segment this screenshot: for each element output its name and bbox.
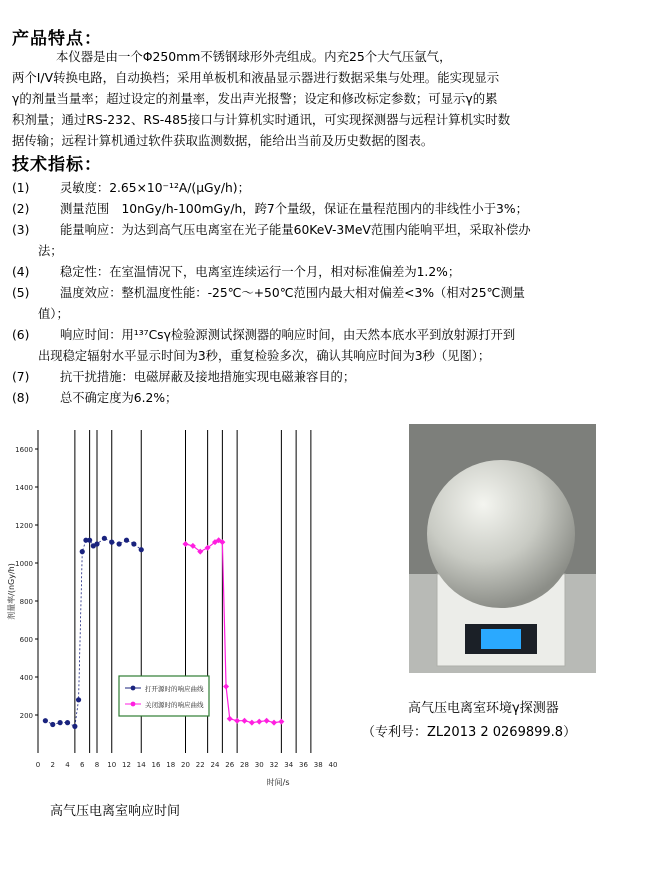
detector-illustration (409, 424, 596, 673)
y-tick-label: 600 (19, 636, 33, 644)
spec-item-8 (12, 388, 657, 409)
legend-box (119, 676, 209, 716)
chart-caption: 高气压电离室响应时间 (50, 804, 181, 819)
spec-text-cont: 法； (38, 244, 63, 258)
patent-number: （专利号：ZL2013 2 0269899.8） (362, 725, 577, 740)
x-tick-label: 16 (151, 761, 161, 769)
data-point (117, 541, 122, 546)
data-point (76, 697, 81, 702)
spec-num: (1) (12, 181, 30, 195)
spec-num: (3) (12, 223, 30, 237)
response-time-chart (8, 418, 353, 798)
data-point (72, 724, 77, 729)
legend-marker (131, 686, 136, 691)
spec-item-6 (12, 325, 657, 367)
legend-marker (131, 702, 136, 707)
data-point (102, 536, 107, 541)
data-point (80, 549, 85, 554)
spec-item-1 (12, 178, 657, 199)
specs-heading: 技术指标： (12, 155, 102, 175)
data-point (242, 718, 248, 724)
data-point (94, 541, 99, 546)
x-tick-label: 40 (328, 761, 338, 769)
x-tick-label: 8 (94, 761, 100, 769)
spec-text-cont: 值）； (38, 307, 69, 321)
data-point (183, 541, 189, 547)
spec-text: 抗干扰措施：电磁屏蔽及接地措施实现电磁兼容目的； (60, 370, 356, 384)
spec-num: (4) (12, 265, 30, 279)
spec-text-cont: 出现稳定辐射水平显示时间为3秒，重复检验多次，确认其响应时间为3秒（见图）； (38, 349, 491, 363)
x-tick-label: 22 (195, 761, 205, 769)
x-tick-label: 10 (107, 761, 117, 769)
spec-num: (6) (12, 328, 30, 342)
x-tick-label: 20 (181, 761, 190, 769)
data-point (256, 719, 262, 725)
specs-list (12, 178, 657, 409)
y-tick-label: 1200 (15, 522, 33, 530)
data-point (249, 720, 255, 726)
data-point (58, 720, 63, 725)
x-axis-label: 时间/s (266, 778, 290, 787)
data-point (124, 538, 129, 543)
spec-item-4 (12, 262, 657, 283)
y-tick-label: 1600 (15, 446, 33, 454)
data-point (234, 718, 240, 724)
y-tick-label: 400 (19, 674, 33, 682)
x-tick-label: 2 (50, 761, 55, 769)
data-point (139, 547, 144, 552)
legend-label: 关闭源时的响应曲线 (145, 701, 204, 709)
spec-text: 响应时间：用¹³⁷Csγ检验源测试探测器的响应时间，由天然本底水平到放射源打开到 (60, 328, 516, 342)
data-point (50, 722, 55, 727)
data-point (264, 718, 270, 724)
spec-text: 能量响应：为达到高气压电离室在光子能量60KeV-3MeV范围内能响平坦，采取补偿办 (60, 223, 531, 237)
x-tick-label: 28 (240, 761, 249, 769)
features-paragraph (12, 46, 652, 151)
spec-item-7 (12, 367, 657, 388)
data-point (87, 538, 92, 543)
data-point (223, 684, 229, 690)
x-tick-label: 18 (166, 761, 176, 769)
photo-caption: 高气压电离室环境γ探测器 (408, 701, 559, 716)
x-tick-label: 34 (284, 761, 294, 769)
spec-num: (2) (12, 202, 30, 216)
y-axis-label: 剂量率/(nGy/h) (7, 563, 16, 620)
x-tick-label: 24 (210, 761, 220, 769)
x-tick-label: 26 (225, 761, 235, 769)
features-line-1: 本仪器是由一个Φ250mm不锈钢球形外壳组成。内充25个大气压氩气， (56, 49, 452, 64)
data-point (131, 541, 136, 546)
x-tick-label: 32 (269, 761, 279, 769)
x-tick-label: 38 (313, 761, 323, 769)
features-line-5: 据传输；远程计算机通过软件获取监测数据，能给出当前及历史数据的图表。 (12, 133, 434, 148)
y-tick-label: 800 (19, 598, 33, 606)
x-tick-label: 36 (299, 761, 308, 769)
spec-item-3 (12, 220, 657, 262)
spec-text: 温度效应：整机温度性能：-25℃～+50℃范围内最大相对偏差<3%（相对25℃测量 (60, 286, 525, 300)
features-heading: 产品特点： (12, 29, 102, 49)
x-tick-label: 4 (65, 761, 70, 769)
data-point (109, 540, 114, 545)
data-point (227, 716, 233, 722)
x-tick-label: 12 (122, 761, 131, 769)
x-tick-label: 30 (254, 761, 264, 769)
x-tick-label: 6 (80, 761, 85, 769)
x-tick-label: 0 (35, 761, 41, 769)
y-tick-label: 1000 (15, 560, 33, 568)
spec-text: 总不确定度为6.2%； (60, 391, 178, 405)
features-line-2: 两个I/V转换电路，自动换档；采用单板机和液晶显示器进行数据采集与处理。能实现显示 (12, 70, 500, 85)
spec-item-5 (12, 283, 657, 325)
y-tick-label: 1400 (15, 484, 33, 492)
spec-text: 灵敏度：2.65×10⁻¹²A/(μGy/h)； (60, 181, 250, 195)
data-point (278, 719, 284, 725)
x-tick-label: 14 (136, 761, 146, 769)
y-tick-label: 200 (19, 712, 33, 720)
data-point (43, 718, 48, 723)
data-point (271, 720, 277, 726)
spec-num: (8) (12, 391, 30, 405)
features-line-4: 积剂量；通过RS-232、RS-485接口与计算机实时通讯，可实现探测器与远程计算机实时数 (12, 112, 511, 127)
legend-label: 打开源时的响应曲线 (145, 685, 204, 693)
spec-text: 稳定性：在室温情况下，电离室连续运行一个月，相对标准偏差为1.2%； (60, 265, 461, 279)
spec-num: (5) (12, 286, 30, 300)
detector-photo (409, 424, 596, 673)
data-point (65, 720, 70, 725)
features-line-3: γ的剂量当量率；超过设定的剂量率，发出声光报警；设定和修改标定参数；可显示γ的累 (12, 91, 498, 106)
spec-num: (7) (12, 370, 30, 384)
spec-item-2 (12, 199, 657, 220)
spec-text: 测量范围 10nGy/h-100mGy/h，跨7个量级，保证在量程范围内的非线性小于3%； (60, 202, 528, 216)
